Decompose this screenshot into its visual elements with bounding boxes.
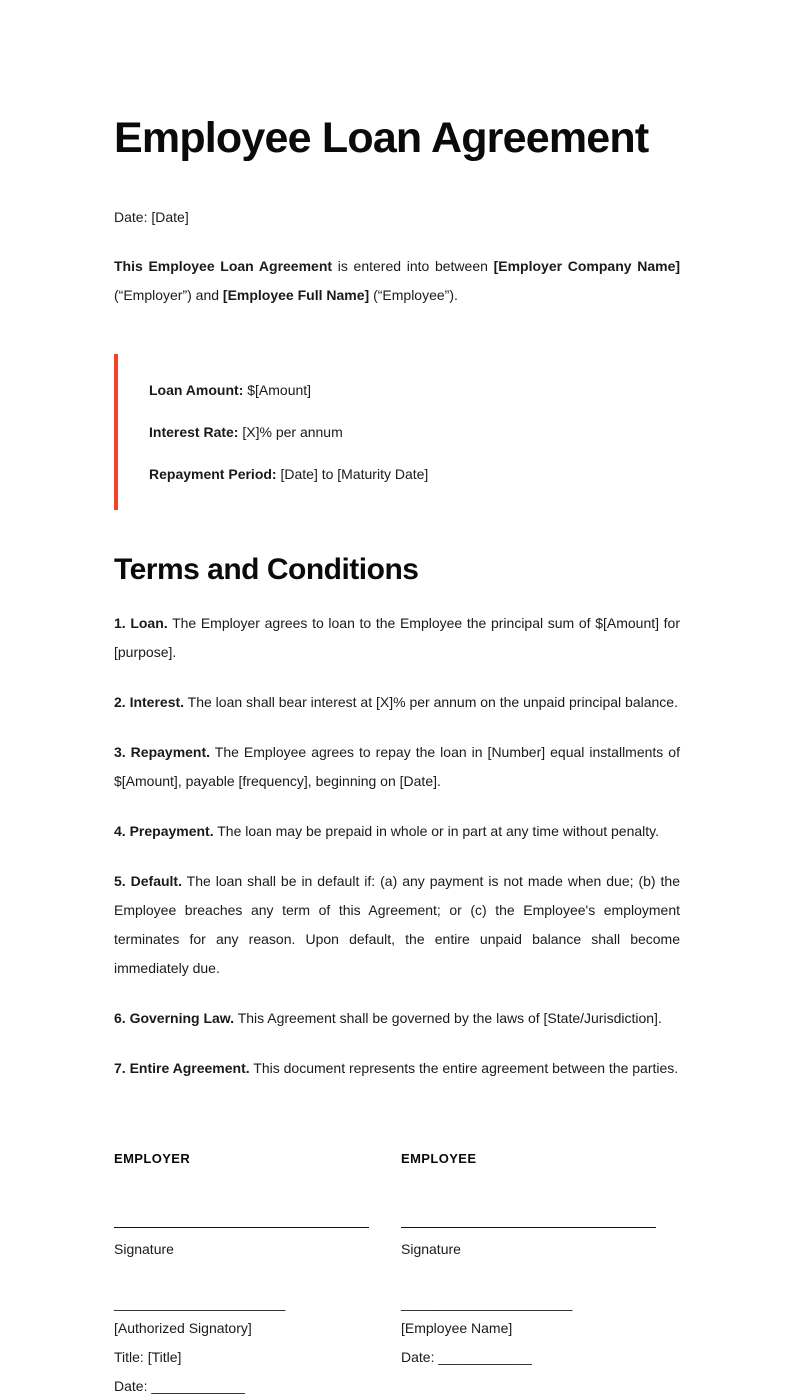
clause-loan-text: The Employer agrees to loan to the Employee the principal sum of $[Amount] for [purpose]. [114,614,680,660]
clause-loan-label: 1. Loan. [114,614,168,631]
clause-default [114,846,680,983]
clause-entire-agreement [114,1033,680,1083]
clause-default-text: The loan shall be in default if: (a) any payment is not made when due; (b) the Employee breaches any term of this Agreement; or (c) the Employee's employment terminates for any reason. Upon default, the entire unpaid balance shall become immediately due. [114,872,680,976]
clause-prepayment-text: The loan may be prepaid in whole or in part at any time without penalty. [213,822,660,839]
intro-after-employer: (“Employer”) and [114,287,223,304]
loan-amount-label: Loan Amount: [149,382,244,399]
intro-employee-placeholder: [Employee Full Name] [222,287,370,304]
clause-repayment-text: The Employee agrees to repay the loan in [Number] equal installments of $[Amount], payable [frequency], beginning on [Date]. [114,743,680,789]
clause-loan [114,588,680,667]
intro-mid-text: is entered into between [332,258,494,275]
employee-date-line[interactable]: Date: ____________ [401,1348,532,1365]
terms-and-conditions-heading: Terms and Conditions [114,553,419,587]
clause-entire-agreement-label: 7. Entire Agreement. [114,1059,250,1076]
employer-name-placeholder: [Authorized Signatory] [114,1319,252,1336]
intro-after-employee: (“Employee”). [369,287,458,304]
document-date-line: Date: [Date] [114,209,189,226]
clause-interest-label: 2. Interest. [114,693,185,710]
clause-entire-agreement-text: This document represents the entire agreement between the parties. [249,1059,679,1076]
clause-interest-text: The loan shall bear interest at [X]% per annum on the unpaid principal balance. [184,693,678,710]
interest-rate-label: Interest Rate: [149,424,239,441]
page-title: Employee Loan Agreement [114,114,649,162]
employee-name-rule[interactable]: ______________________ [401,1294,573,1311]
employer-party-label: EMPLOYER [114,1150,191,1166]
employer-date-line[interactable]: Date: ____________ [114,1377,245,1394]
clause-prepayment [114,796,680,846]
employee-name-placeholder: [Employee Name] [401,1319,513,1336]
employee-signature-column [401,1149,656,1398]
clause-governing-law [114,983,680,1033]
clause-governing-law-label: 6. Governing Law. [114,1009,235,1026]
employer-name-rule[interactable]: ______________________ [114,1294,286,1311]
clause-interest [114,667,680,717]
loan-amount-value: $[Amount] [243,382,312,399]
clause-repayment-label: 3. Repayment. [114,743,211,760]
intro-bold-lead: This Employee Loan Agreement [114,258,333,275]
interest-rate-value: [X]% per annum [238,424,343,441]
intro-employer-placeholder: [Employer Company Name] [493,258,681,275]
clause-governing-law-text: This Agreement shall be governed by the laws of [State/Jurisdiction]. [234,1009,662,1026]
clause-default-label: 5. Default. [114,872,182,889]
employee-party-label: EMPLOYEE [401,1150,477,1166]
repayment-period-row [149,462,680,486]
repayment-period-label: Repayment Period: [149,466,277,483]
employee-signature-caption: Signature [401,1240,461,1257]
loan-terms-highlight-block [114,354,680,510]
loan-amount-row [149,378,680,402]
employer-signature-caption: Signature [114,1240,174,1257]
repayment-period-value: [Date] to [Maturity Date] [276,466,429,483]
signature-block [114,1083,680,1398]
clause-prepayment-label: 4. Prepayment. [114,822,214,839]
employer-title-line: Title: [Title] [114,1348,182,1365]
clause-repayment [114,717,680,796]
interest-rate-row [149,420,680,444]
intro-paragraph [114,230,680,310]
employer-signature-column [114,1149,369,1398]
